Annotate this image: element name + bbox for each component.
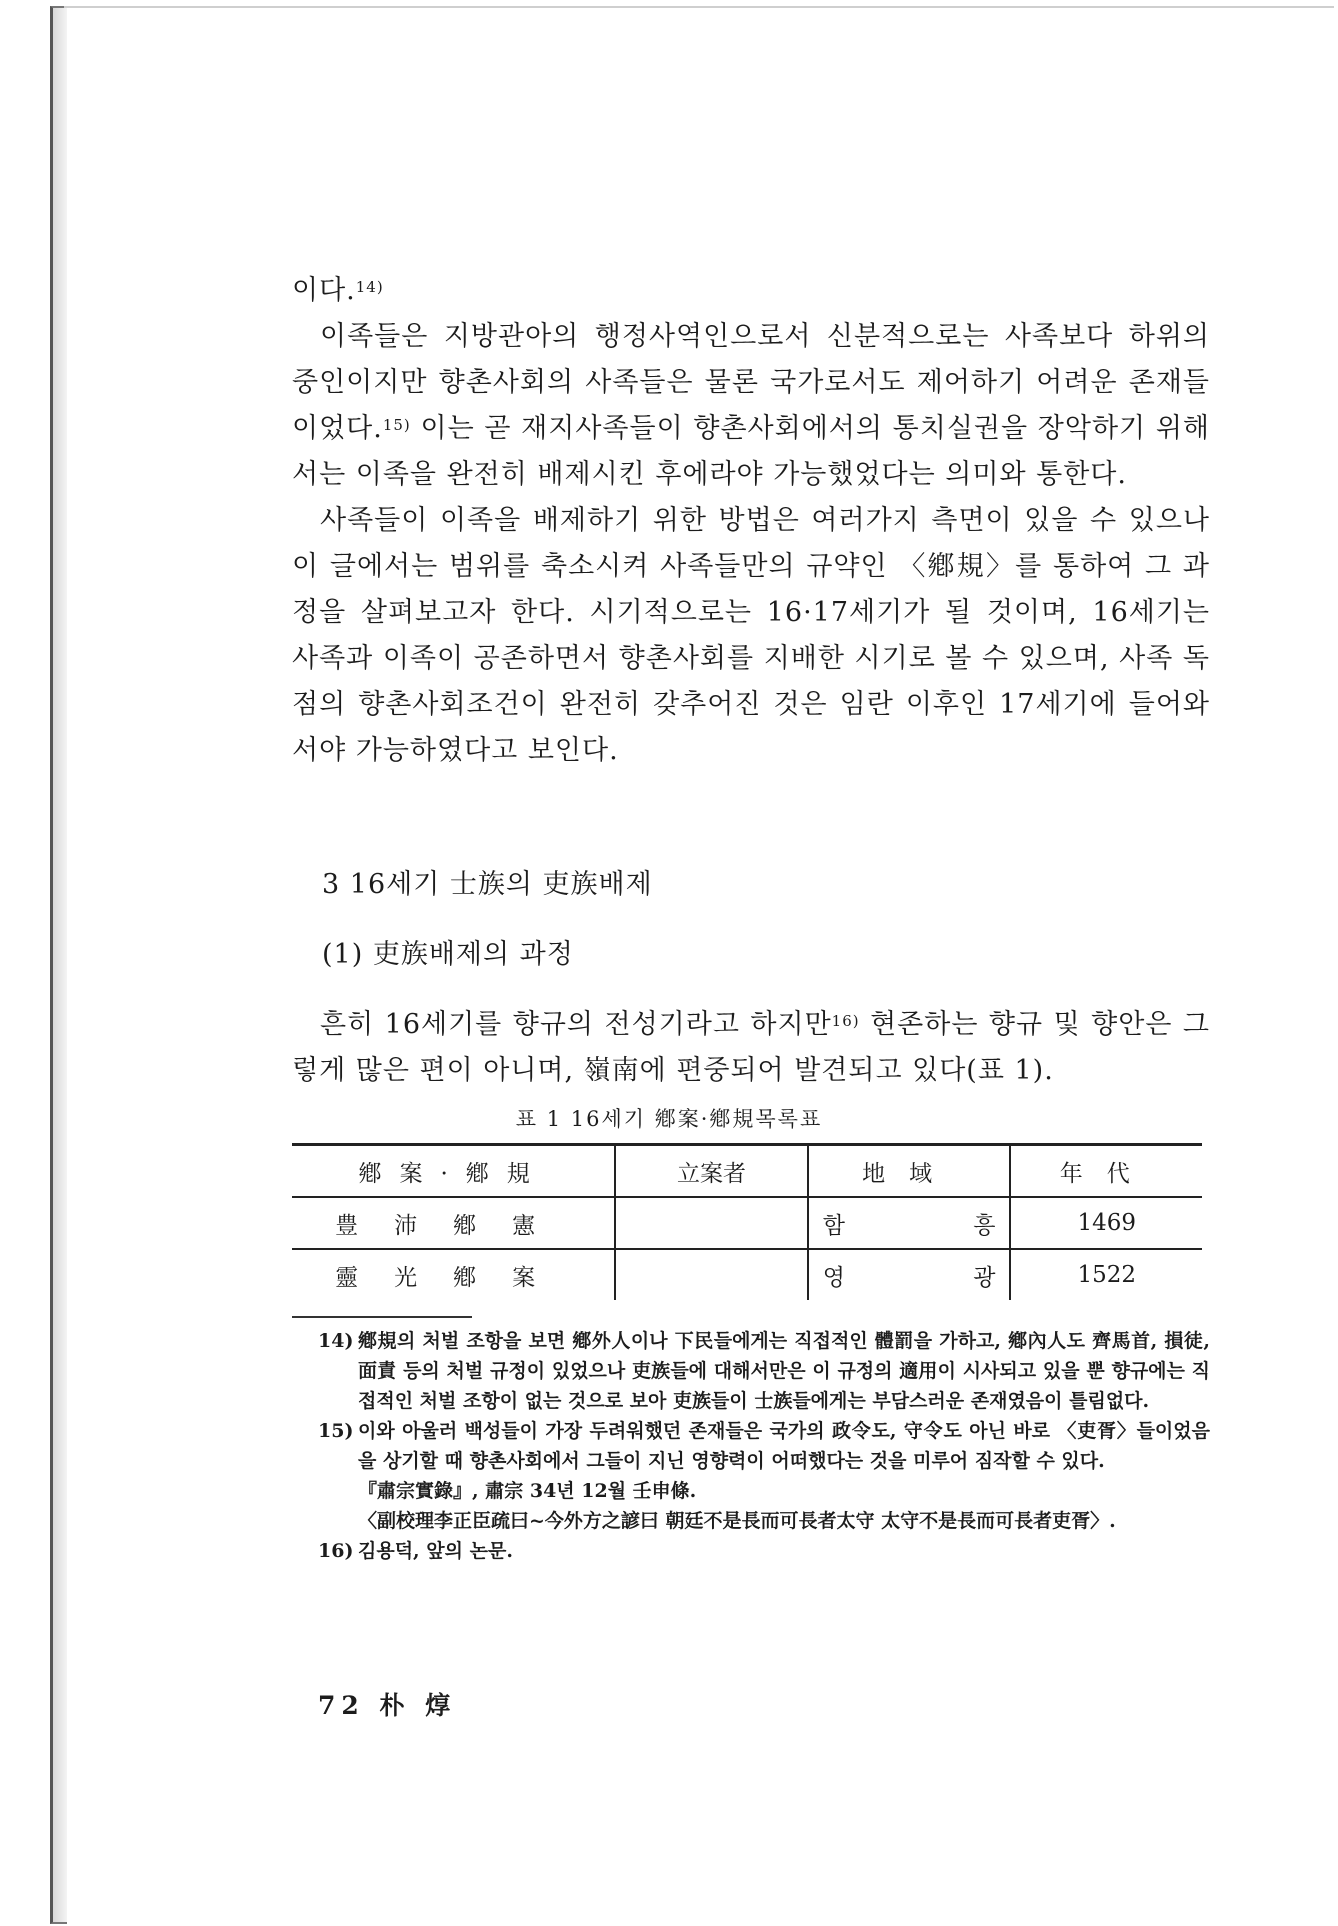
body-text-top <box>292 268 1210 774</box>
footnote-ref-15: 15) <box>382 416 411 434</box>
section-title: 3 16세기 士族의 吏族배제 <box>322 869 653 900</box>
subsection-title: (1) 吏族배제의 과정 <box>322 939 574 970</box>
footnote-ref-16: 16) <box>831 1012 860 1030</box>
hyangan-table <box>292 1143 1202 1300</box>
header-name: 鄕案·鄕規 <box>292 1145 615 1198</box>
row-year: 1469 <box>1010 1197 1202 1249</box>
footnote-15: 15) 이와 아울러 백성들이 가장 두려워했던 존재들은 국가의 政令도, 守令도 아닌 바로 〈吏胥〉들이었음을 상기할 때 향촌사회에서 그들이 지닌 영향력이 어떠했다는 것을 미루어 짐작할 수 있다. 『肅宗實錄』, 肅宗 34년 12월 壬申條. 〈副校理李正臣疏曰~今外方之諺曰 朝廷不是長而可長者太守 太守不是長而可長者吏胥〉. <box>318 1420 1210 1532</box>
header-year: 年代 <box>1010 1145 1202 1198</box>
header-founder: 立案者 <box>615 1145 808 1198</box>
row-name: 靈光鄕案 <box>335 1264 572 1291</box>
table-row <box>292 1197 1202 1249</box>
row-founder <box>615 1197 808 1249</box>
row-region: 함 흥 <box>808 1197 1011 1249</box>
row-year: 1522 <box>1010 1249 1202 1300</box>
footnote-divider <box>292 1316 472 1318</box>
footnote-16: 16) 김용덕, 앞의 논문. <box>318 1540 513 1562</box>
page-edge <box>50 6 67 1924</box>
footnote-ref-14: 14) <box>355 278 384 296</box>
body-text-bottom <box>292 1002 1210 1094</box>
page-top-border <box>64 6 1334 8</box>
footnotes <box>318 1326 1210 1566</box>
row-region: 영 광 <box>808 1249 1011 1300</box>
footnote-14: 14) 鄕規의 처벌 조항을 보면 鄕外人이나 下民들에게는 직접적인 體罰을 가하고, 鄕內人도 齊馬首, 損徒, 面責 등의 처벌 규정이 있었으나 吏族들에 대해서만은 이 규정의 適用이 시사되고 있을 뿐 향규에는 직접적인 처벌 조항이 없는 것으로 보아 吏族들이 士族들에게는 부담스러운 존재였음이 틀림없다. <box>318 1330 1210 1412</box>
table-header-row <box>292 1145 1202 1198</box>
table-caption: 표 1 16세기 鄕案·鄕規목록표 <box>515 1107 823 1131</box>
row-name: 豊沛鄕憲 <box>292 1197 615 1249</box>
paragraph-2: 이족들은 지방관아의 행정사역인으로서 신분적으로는 사족보다 하위의 중인이지만 향촌사회의 사족들은 물론 국가로서도 제어하기 어려운 존재들이었다.$^{15)}$ 이는 곧 재지사족들이 향촌사회에서의 통치실권을 장악하기 위해서는 이족을 완전히 배제시킨 후에라야 가능했었다는 의미와 통한다. <box>292 321 1210 490</box>
header-region: 地域 <box>808 1145 1011 1198</box>
paragraph-1: 이다.$^{14)}$ <box>292 275 384 306</box>
paragraph-4: 흔히 16세기를 향규의 전성기라고 하지만$^{16)}$ 현존하는 향규 및 향안은 그렇게 많은 편이 아니며, 嶺南에 편중되어 발견되고 있다(표 1). <box>292 1009 1210 1086</box>
page-footer: 72 朴 焞 <box>318 1691 457 1720</box>
table-row <box>292 1249 1202 1300</box>
paragraph-3: 사족들이 이족을 배제하기 위한 방법은 여러가지 측면이 있을 수 있으나 이 글에서는 범위를 축소시켜 사족들만의 규약인 〈鄕規〉를 통하여 그 과정을 살펴보고자 한다. 시기적으로는 16·17세기가 될 것이며, 16세기는 사족과 이족이 공존하면서 향촌사회를 지배한 시기로 볼 수 있으며, 사족 독점의 향촌사회조건이 완전히 갖추어진 것은 임란 이후인 17세기에 들어와서야 가능하였다고 보인다. <box>292 505 1210 766</box>
row-founder <box>615 1249 808 1300</box>
